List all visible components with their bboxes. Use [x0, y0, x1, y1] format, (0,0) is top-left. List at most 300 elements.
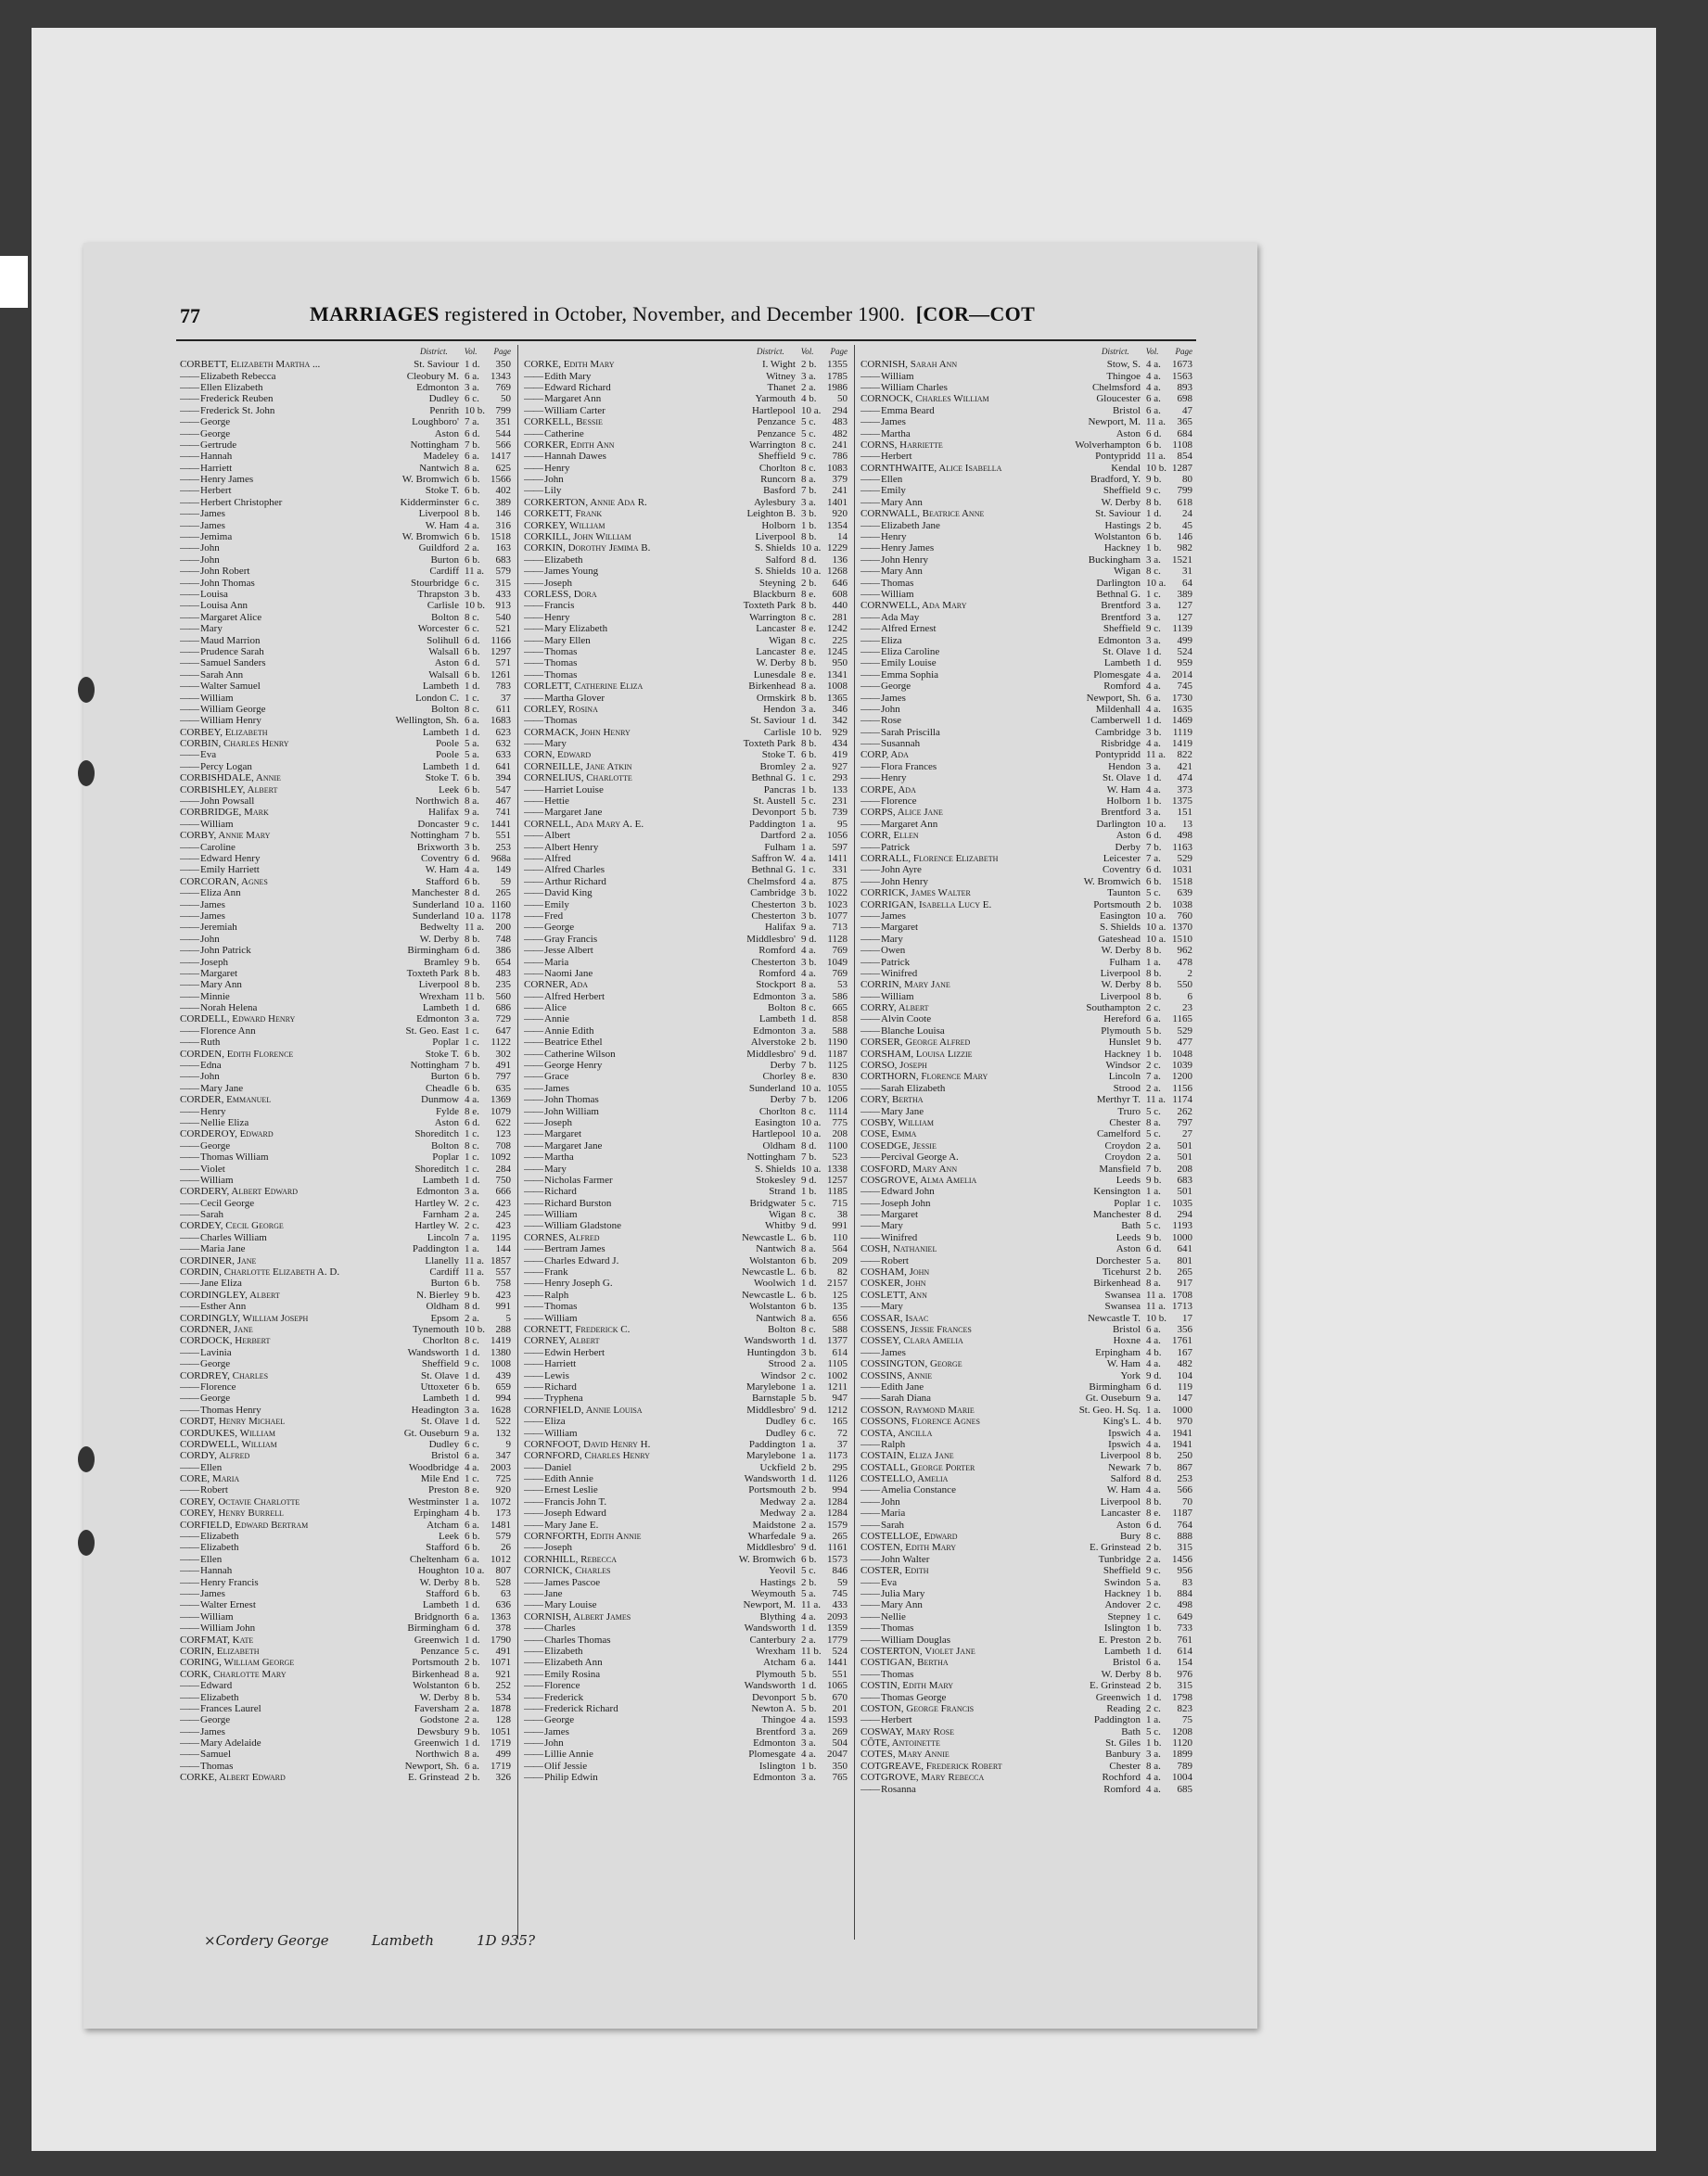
index-entry [860, 600, 1192, 611]
col-header-district: District. [419, 347, 448, 356]
entry-page: 50 [837, 393, 848, 405]
index-entry [180, 681, 511, 692]
index-entry [524, 1772, 848, 1783]
entry-district: St. Geo. H. Sq. [1078, 1404, 1141, 1416]
entry-volume: 9 b. [1146, 1037, 1162, 1049]
col-header-page: Page [493, 347, 511, 356]
entry-page: 1878 [491, 1702, 511, 1714]
index-entry [524, 795, 848, 807]
entry-page: 991 [495, 1301, 511, 1313]
entry-page: 70 [1182, 1495, 1192, 1508]
entry-page: 1257 [827, 1174, 848, 1186]
register-page [83, 243, 1257, 2029]
entry-page: 439 [495, 1369, 511, 1381]
entry-district: Edmonton [1098, 634, 1141, 646]
entry-district: Guildford [418, 542, 459, 554]
entry-page: 350 [495, 359, 511, 371]
entry-district: Edmonton [753, 1772, 796, 1784]
entry-volume: 1 d. [801, 1473, 817, 1485]
entry-volume: 7 b. [465, 830, 480, 842]
entry-name: COREY, Octavie Charlotte [180, 1495, 300, 1508]
entry-district: Chorlton [758, 462, 796, 474]
entry-name: CORDEN, Edith Florence [180, 1048, 294, 1060]
entry-page: 501 [1177, 1152, 1192, 1164]
entry-name: CORDEY, Cecil George [180, 1220, 284, 1232]
index-entry [860, 1599, 1192, 1610]
index-entry [860, 1462, 1192, 1473]
entry-district: Chester [1109, 1760, 1141, 1772]
entry-volume: 8 b. [1146, 1668, 1162, 1680]
entry-volume: 8 a. [801, 474, 816, 486]
entry-volume: 2 a. [801, 1519, 816, 1531]
entry-name: —— Ernest Leslie [524, 1484, 743, 1495]
entry-page: 31 [1182, 566, 1192, 578]
entry-volume: 2 a. [801, 760, 816, 772]
entry-page: 1178 [491, 910, 511, 922]
entry-volume: 4 a. [1146, 359, 1161, 371]
index-entry [524, 1198, 848, 1209]
entry-district: Gloucester [1096, 393, 1141, 405]
entry-district: Erpingham [414, 1508, 459, 1520]
entry-district: Medway [759, 1495, 796, 1508]
entry-name: CORRICK, James Walter [860, 887, 971, 899]
entry-volume: 8 c. [801, 1209, 816, 1221]
entry-name: CORBIN, Charles Henry [180, 738, 289, 750]
entry-page: 241 [832, 439, 848, 451]
entry-district: Wandsworth [744, 1473, 796, 1485]
entry-name: CORNELL, Ada Mary A. E. [524, 818, 644, 830]
entry-name: CORNISH, Sarah Ann [860, 359, 958, 371]
entry-page: 1079 [491, 1105, 511, 1117]
index-entry [860, 382, 1192, 393]
entry-volume: 5 c. [1146, 1725, 1161, 1737]
index-entry [860, 554, 1192, 566]
entry-name: —— John Henry [860, 876, 1078, 887]
entry-district: Devonport [751, 1691, 796, 1703]
index-entry [180, 1725, 511, 1737]
entry-page: 1139 [1172, 623, 1192, 635]
entry-name: —— Eliza [860, 635, 1092, 646]
index-entry [180, 634, 511, 645]
index-entry [860, 727, 1192, 738]
entry-volume: 6 d. [465, 657, 480, 669]
entry-name: —— William [860, 991, 1095, 1002]
entry-name: —— John Ayre [860, 864, 1097, 875]
entry-district: W. Bromwich [738, 1553, 796, 1565]
entry-district: Stoke T. [425, 772, 459, 784]
entry-name: —— Nicholas Farmer [524, 1175, 750, 1186]
entry-district: Madeley [423, 451, 459, 463]
index-entry [524, 451, 848, 462]
entry-name: —— John [860, 1496, 1095, 1508]
entry-volume: 1 d. [465, 1599, 480, 1611]
entry-page: 165 [832, 1416, 848, 1428]
index-entry [860, 1703, 1192, 1714]
entry-district: Birkenhead [1093, 1278, 1141, 1290]
entry-volume: 8 a. [465, 795, 479, 808]
entry-page: 2157 [827, 1278, 848, 1290]
entry-volume: 4 a. [801, 875, 816, 887]
entry-volume: 1 c. [1146, 1197, 1161, 1209]
index-entry [860, 370, 1192, 381]
entry-page: 635 [495, 1082, 511, 1094]
index-entry [180, 405, 511, 416]
entry-district: Liverpool [1100, 1450, 1141, 1462]
entry-volume: 3 a. [465, 1404, 479, 1416]
entry-district: Pancras [763, 783, 796, 795]
entry-page: 686 [495, 1002, 511, 1014]
index-entry [524, 887, 848, 898]
entry-page: 1012 [491, 1553, 511, 1565]
entry-district: St. Olave [421, 1369, 459, 1381]
entry-page: 1166 [491, 634, 511, 646]
entry-page: 1708 [1172, 1289, 1192, 1301]
entry-page: 528 [495, 1576, 511, 1588]
entry-name: —— Henry Joseph G. [524, 1278, 748, 1289]
entry-volume: 10 a. [1146, 577, 1166, 589]
index-entry [860, 439, 1192, 451]
index-entry [524, 1278, 848, 1289]
entry-district: St. Giles [1105, 1737, 1141, 1750]
entry-volume: 6 d. [465, 1116, 480, 1128]
entry-page: 1798 [1172, 1691, 1192, 1703]
index-entry [180, 876, 511, 887]
entry-district: St. Austell [753, 795, 796, 808]
entry-district: E. Preston [1098, 1634, 1141, 1646]
entry-volume: 1 d. [801, 1335, 817, 1347]
entry-district: Liverpool [418, 508, 459, 520]
entry-page: 316 [495, 519, 511, 531]
entry-volume: 9 b. [465, 956, 480, 968]
entry-page: 1077 [827, 910, 848, 922]
entry-volume: 4 a. [801, 945, 816, 957]
entry-district: N. Bierley [416, 1289, 459, 1301]
entry-district: Lambeth [1103, 657, 1141, 669]
entry-name: —— James [180, 1588, 420, 1599]
entry-volume: 9 a. [465, 807, 479, 819]
note-name: ×Cordery George [204, 1932, 329, 1949]
entry-page: 235 [495, 979, 511, 991]
index-entry [524, 566, 848, 577]
entry-name: CORRIN, Mary Jane [860, 979, 950, 991]
entry-volume: 2 a. [801, 1358, 816, 1370]
entry-volume: 2 b. [1146, 1680, 1162, 1692]
index-entry [524, 1002, 848, 1013]
index-entry [524, 1725, 848, 1737]
index-entry [860, 1324, 1192, 1335]
entry-page: 1417 [491, 451, 511, 463]
entry-name: —— Harriet Louise [524, 784, 758, 795]
entry-page: 95 [837, 818, 848, 830]
entry-page: 136 [832, 554, 848, 566]
entry-name: —— George Henry [524, 1060, 765, 1071]
entry-name: COSTEN, Edith Mary [860, 1542, 957, 1554]
entry-volume: 6 b. [1146, 531, 1162, 543]
entry-name: —— Thomas William [180, 1152, 427, 1163]
entry-name: CORDREY, Charles [180, 1369, 269, 1381]
entry-name: —— John Patrick [180, 945, 402, 956]
entry-volume: 1 b. [801, 1760, 817, 1772]
index-entry [860, 1508, 1192, 1519]
entry-district: Liverpool [1100, 967, 1141, 979]
entry-page: 1114 [827, 1105, 848, 1117]
index-entry [860, 1772, 1192, 1783]
entry-page: 402 [495, 485, 511, 497]
entry-district: Walsall [428, 668, 459, 681]
index-entry [860, 945, 1192, 956]
index-entry [860, 1117, 1192, 1128]
entry-name: —— Mary Jane [860, 1106, 1112, 1117]
entry-volume: 3 b. [801, 910, 817, 922]
entry-page: 683 [1177, 1174, 1192, 1186]
entry-page: 379 [832, 474, 848, 486]
entry-volume: 2 a. [801, 830, 816, 842]
entry-page: 927 [832, 760, 848, 772]
entry-volume: 6 b. [465, 772, 480, 784]
entry-name: —— Jeremiah [180, 922, 414, 933]
index-entry [860, 1714, 1192, 1725]
entry-volume: 11 a. [1146, 1094, 1166, 1106]
entry-name: —— Mary Louise [524, 1599, 737, 1610]
entry-name: —— Sarah Ann [180, 669, 423, 681]
entry-name: CORKEY, William [524, 519, 605, 531]
entry-name: —— Louisa [180, 589, 412, 600]
index-entry [860, 1657, 1192, 1668]
entry-page: 37 [501, 692, 511, 704]
index-entry [524, 1266, 848, 1278]
entry-page: 708 [495, 1139, 511, 1152]
entry-page: 786 [832, 451, 848, 463]
index-entry [180, 1013, 511, 1024]
entry-district: W. Derby [419, 933, 459, 945]
index-entry [524, 1186, 848, 1197]
entry-name: —— Frederick [524, 1692, 746, 1703]
index-entry [524, 623, 848, 634]
entry-name: —— John Thomas [180, 578, 405, 589]
entry-district: Woolwich [754, 1278, 796, 1290]
index-entry [524, 681, 848, 692]
index-entry [180, 1669, 511, 1680]
entry-volume: 6 a. [465, 1553, 479, 1565]
entry-page: 63 [501, 1587, 511, 1599]
entry-name: —— Walter Samuel [180, 681, 417, 692]
entry-name: —— Beatrice Ethel [524, 1037, 746, 1048]
entry-volume: 3 a. [465, 381, 479, 393]
entry-name: —— Ellen [180, 1462, 403, 1473]
entry-district: Leighton B. [746, 508, 796, 520]
entry-name: —— Charles Edward J. [524, 1255, 744, 1266]
entry-district: Yarmouth [755, 393, 796, 405]
index-entry [180, 1220, 511, 1231]
entry-page: 1055 [827, 1082, 848, 1094]
index-entry [860, 508, 1192, 519]
entry-name: —— Eliza Caroline [860, 646, 1097, 657]
index-entry [180, 1462, 511, 1473]
entry-volume: 1 d. [465, 1634, 480, 1646]
index-entry [180, 1152, 511, 1163]
entry-volume: 9 a. [1146, 1393, 1161, 1405]
index-entry [524, 1117, 848, 1128]
entry-page: 799 [495, 404, 511, 416]
entry-district: Strood [1113, 1082, 1141, 1094]
entry-volume: 1 b. [1146, 1737, 1162, 1750]
index-entry [180, 1531, 511, 1542]
index-entry [524, 1646, 848, 1657]
entry-district: Fylde [435, 1105, 459, 1117]
index-entry [860, 783, 1192, 795]
index-entry [860, 979, 1192, 990]
entry-page: 72 [837, 1427, 848, 1439]
index-entry [524, 1175, 848, 1186]
entry-page: 1377 [827, 1335, 848, 1347]
entry-page: 281 [832, 611, 848, 623]
entry-name: —— Caroline [180, 842, 412, 853]
entry-page: 37 [837, 1438, 848, 1450]
entry-district: Stourbridge [411, 577, 459, 589]
entry-district: E. Grinstead [1090, 1542, 1141, 1554]
entry-volume: 6 b. [801, 1254, 817, 1266]
entry-district: Middlesbro' [746, 1542, 796, 1554]
entry-name: —— William Gladstone [524, 1220, 759, 1231]
entry-district: Poplar [432, 1037, 459, 1049]
entry-volume: 10 a. [801, 1163, 822, 1175]
entry-district: Sheffield [758, 451, 796, 463]
entry-page: 769 [832, 945, 848, 957]
entry-district: Dudley [765, 1416, 796, 1428]
index-entry [180, 1611, 511, 1622]
entry-page: 386 [495, 945, 511, 957]
entry-volume: 7 a. [1146, 852, 1161, 864]
entry-volume: 6 d. [1146, 1381, 1162, 1393]
entry-name: —— James Young [524, 566, 749, 577]
entry-district: Cardiff [429, 566, 459, 578]
entry-page: 1563 [1172, 370, 1192, 382]
col-header-page: Page [1175, 347, 1192, 356]
column-divider [854, 345, 855, 1940]
entry-volume: 2 a. [801, 1634, 816, 1646]
entry-name: —— Sarah [860, 1520, 1111, 1531]
entry-page: 1092 [491, 1152, 511, 1164]
index-entry [180, 1071, 511, 1082]
entry-page: 146 [495, 508, 511, 520]
index-entry [180, 1381, 511, 1393]
index-entry [860, 1152, 1192, 1163]
index-entry [860, 1393, 1192, 1404]
index-entry [180, 968, 511, 979]
entry-page: 1365 [827, 692, 848, 704]
entry-page: 1031 [1172, 864, 1192, 876]
entry-volume: 8 b. [1146, 979, 1162, 991]
entry-volume: 8 a. [801, 979, 816, 991]
entry-district: Greenwich [414, 1634, 459, 1646]
entry-page: 991 [832, 1220, 848, 1232]
entry-name: —— Owen [860, 945, 1096, 956]
entry-volume: 7 b. [801, 1152, 817, 1164]
index-entry [180, 1691, 511, 1702]
entry-volume: 6 a. [1146, 1013, 1161, 1025]
entry-volume: 6 c. [465, 496, 479, 508]
entry-district: Swansea [1104, 1289, 1141, 1301]
entry-page: 75 [1182, 1714, 1192, 1726]
index-entry [860, 692, 1192, 703]
entry-volume: 7 b. [1146, 1461, 1162, 1473]
entry-name: —— Lavinia [180, 1347, 402, 1358]
index-entry [180, 1680, 511, 1691]
entry-volume: 7 a. [465, 416, 479, 428]
entry-district: Lambeth [422, 1174, 459, 1186]
index-entry [524, 554, 848, 566]
entry-volume: 9 c. [801, 451, 816, 463]
entry-name: —— Henry [180, 1106, 430, 1117]
index-entry [180, 623, 511, 634]
entry-volume: 4 a. [1146, 1335, 1161, 1347]
entry-volume: 2 b. [465, 1772, 480, 1784]
entry-page: 656 [832, 1312, 848, 1324]
entry-district: Lincoln [427, 1231, 459, 1243]
entry-page: 745 [832, 1587, 848, 1599]
entry-name: —— Henry [860, 772, 1097, 783]
entry-name: —— James [860, 416, 1082, 427]
entry-volume: 6 b. [465, 645, 480, 657]
index-entry [524, 1508, 848, 1519]
entry-page: 294 [832, 404, 848, 416]
entry-name: —— William Carter [524, 405, 746, 416]
entry-volume: 2 a. [801, 381, 816, 393]
entry-volume: 8 d. [465, 1301, 480, 1313]
entry-district: Edmonton [753, 1024, 796, 1037]
index-entry [524, 761, 848, 772]
entry-district: Penzance [757, 427, 796, 439]
entry-district: Dudley [428, 393, 459, 405]
entry-volume: 8 c. [801, 1105, 816, 1117]
index-entry [180, 1473, 511, 1484]
index-entry [180, 1094, 511, 1105]
entry-name: —— Elizabeth [180, 1531, 433, 1542]
entry-volume: 10 a. [1146, 933, 1166, 945]
index-entry [524, 474, 848, 485]
index-entry [860, 1680, 1192, 1691]
entry-volume: 1 b. [1146, 795, 1162, 808]
entry-page: 639 [1177, 887, 1192, 899]
entry-volume: 1 d. [465, 1737, 480, 1750]
entry-page: 566 [495, 439, 511, 451]
entry-volume: 3 a. [1146, 807, 1161, 819]
entry-volume: 8 d. [1146, 1209, 1162, 1221]
entry-volume: 2 b. [1146, 519, 1162, 531]
entry-page: 739 [832, 807, 848, 819]
entry-page: 1579 [827, 1519, 848, 1531]
entry-volume: 4 a. [1146, 1427, 1161, 1439]
entry-name: —— George [524, 922, 759, 933]
index-entry [180, 1554, 511, 1565]
entry-volume: 6 b. [465, 1531, 480, 1543]
entry-volume: 8 a. [1146, 1116, 1161, 1128]
entry-district: Romford [758, 967, 796, 979]
entry-volume: 1 c. [801, 772, 816, 784]
entry-district: Bedwelty [419, 922, 459, 934]
entry-volume: 10 b. [465, 1324, 485, 1335]
entry-district: W. Ham [1106, 1484, 1141, 1496]
entry-page: 956 [1177, 1565, 1192, 1577]
entry-page: 1343 [491, 370, 511, 382]
entry-district: Shoreditch [414, 1163, 459, 1175]
entry-district: Bromley [759, 760, 796, 772]
entry-name: —— Edith Mary [524, 371, 760, 382]
entry-district: Huntingdon [746, 1346, 796, 1358]
index-entry [860, 1749, 1192, 1760]
entry-page: 1355 [827, 359, 848, 371]
entry-volume: 6 d. [1146, 1243, 1162, 1255]
